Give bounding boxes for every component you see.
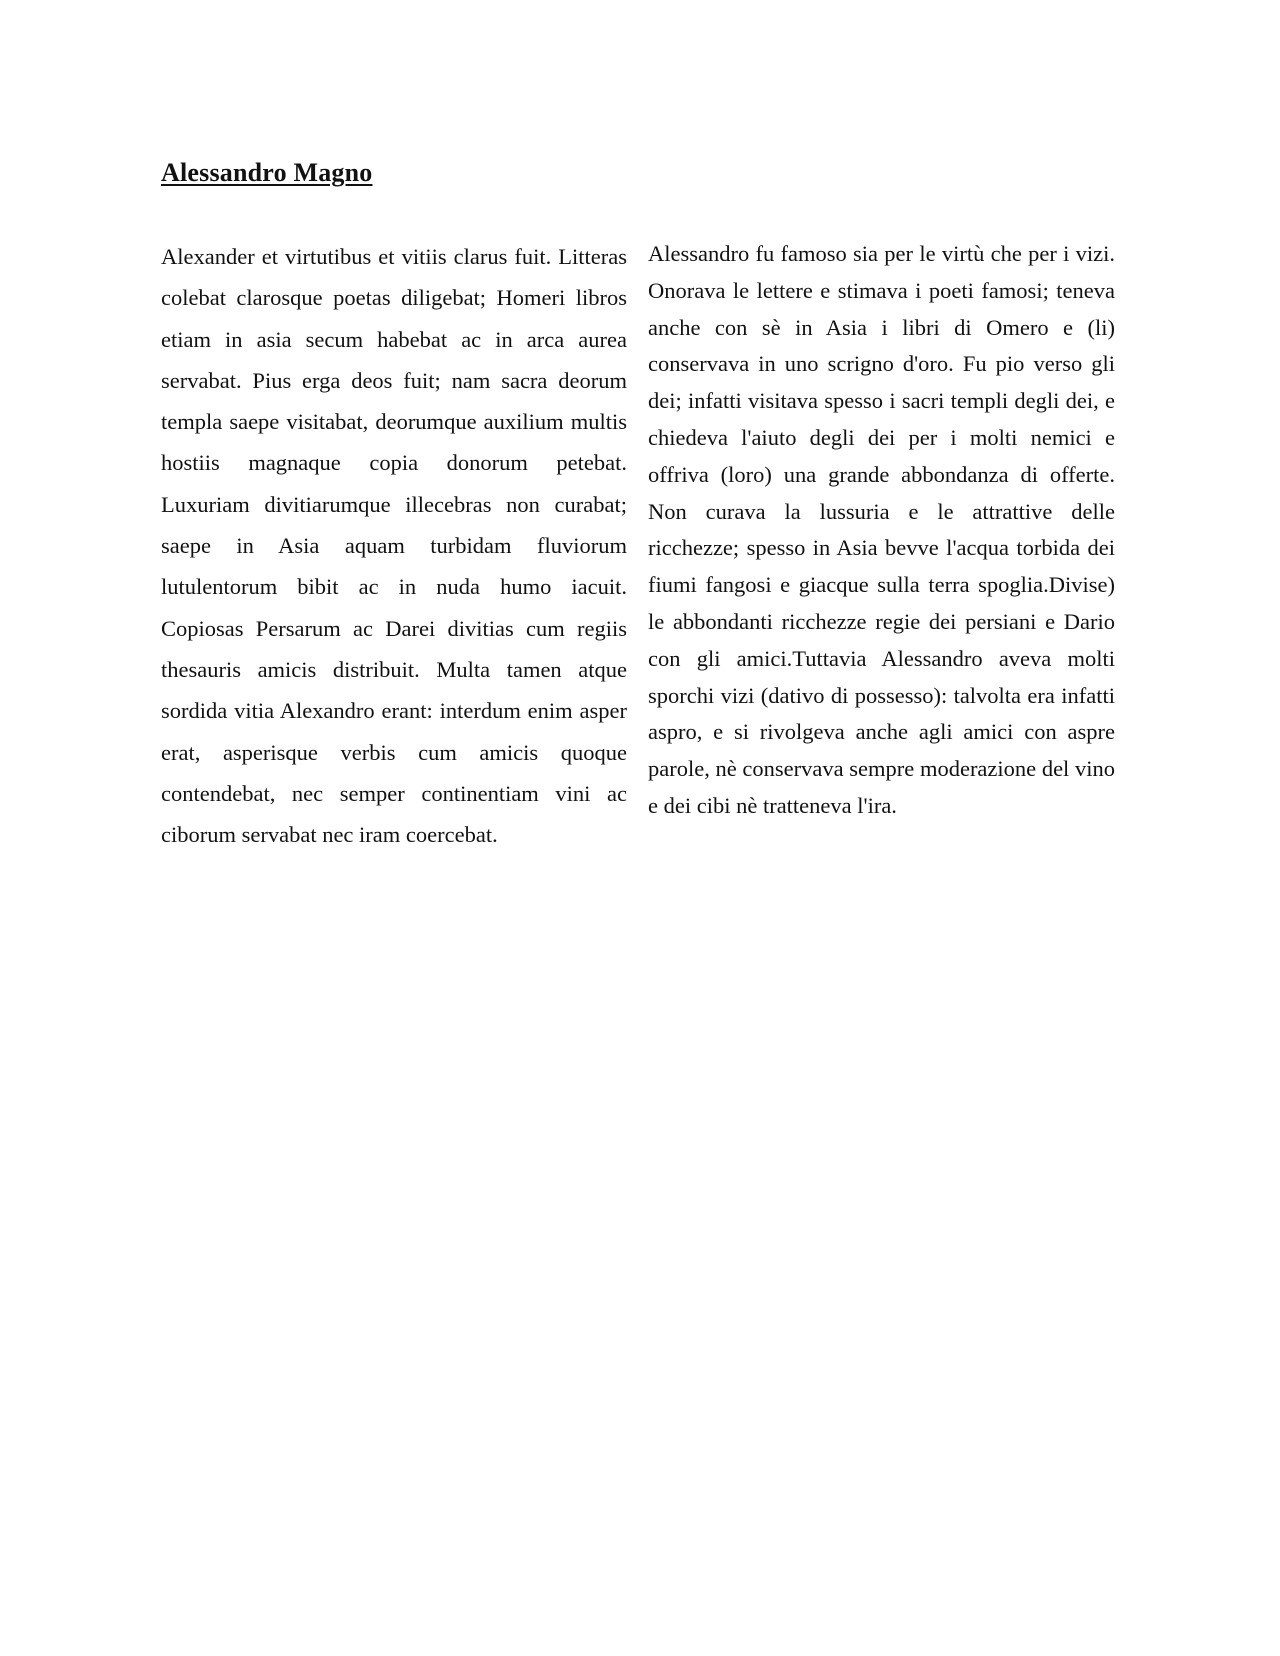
document-title: Alessandro Magno bbox=[161, 158, 373, 187]
latin-text-column: Alexander et virtutibus et vitiis clarus fuit. Litteras colebat clarosque poetas diligebat; Homeri libros etiam in asia secum habebat ac in arca aurea servabat. Pius erga deos fuit; nam sacra deorum templa saepe visitabat, deorumque auxilium multis hostiis magnaque copia donorum petebat. Luxuriam divitiarumque illecebras non curabat; saepe in Asia aquam turbidam fluviorum lutulentorum bibit ac in nuda humo iacuit. Copiosas Persarum ac Darei divitias cum regiis thesauris amicis distribuit. Multa tamen atque sordida vitia Alexandro erant: interdum enim asper erat, asperisque verbis cum amicis quoque contendebat, nec semper continentiam vini ac ciborum servabat nec iram coercebat. bbox=[161, 244, 627, 848]
italian-translation-column: Alessandro fu famoso sia per le virtù che per i vizi. Onorava le lettere e stimava i poeti famosi; teneva anche con sè in Asia i libri di Omero e (li) conservava in uno scrigno d'oro. Fu pio verso gli dei; infatti visitava spesso i sacri templi degli dei, e chiedeva l'aiuto degli dei per i molti nemici e offriva (loro) una grande abbondanza di offerte. Non curava la lussuria e le attrattive delle ricchezze; spesso in Asia bevve l'acqua torbida dei fiumi fangosi e giacque sulla terra spoglia.Divise) le abbondanti ricchezze regie dei persiani e Dario con gli amici.Tuttavia Alessandro aveva molti sporchi vizi (dativo di possesso): talvolta era infatti aspro, e si rivolgeva anche agli amici con aspre parole, nè conservava sempre moderazione del vino e dei cibi nè tratteneva l'ira. bbox=[648, 241, 1115, 818]
